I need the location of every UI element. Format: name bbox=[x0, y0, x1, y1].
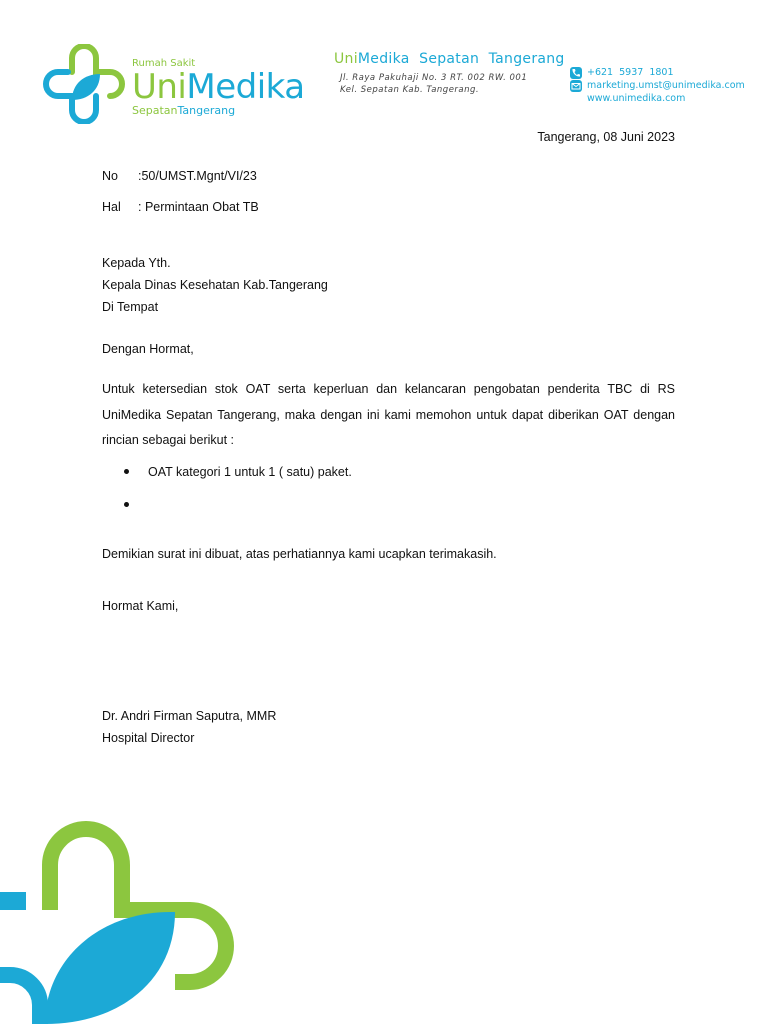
regards: Hormat Kami, bbox=[102, 599, 179, 613]
hal-value: : Permintaan Obat TB bbox=[138, 200, 259, 214]
email-link[interactable]: marketing.umst@unimedika.com bbox=[587, 80, 745, 91]
phone-row bbox=[570, 66, 745, 79]
recipient-line-3: Di Tempat bbox=[102, 300, 159, 314]
recipient-line-2: Kepala Dinas Kesehatan Kab.Tangerang bbox=[102, 278, 328, 292]
hospital-address bbox=[340, 72, 527, 96]
subject bbox=[102, 197, 259, 217]
logo-wordmark bbox=[132, 58, 305, 117]
hospital-name bbox=[334, 51, 565, 67]
mail-icon bbox=[570, 80, 582, 92]
email-row bbox=[570, 79, 745, 92]
list-item: OAT kategori 1 untuk 1 ( satu) paket. bbox=[118, 462, 352, 495]
recipient-line-1: Kepada Yth. bbox=[102, 256, 171, 270]
signature-block bbox=[102, 705, 276, 749]
hospital-name-rest: Medika Sepatan Tangerang bbox=[357, 51, 565, 67]
greeting: Dengan Hormat, bbox=[102, 342, 194, 356]
logo-brand-uni: Uni bbox=[132, 67, 187, 107]
logo-small-text: Rumah Sakit bbox=[132, 58, 196, 69]
hal-label: Hal bbox=[102, 200, 121, 214]
no-value: :50/UMST.Mgnt/VI/23 bbox=[138, 169, 257, 183]
closing-sentence: Demikian surat ini dibuat, atas perhatiannya kami ucapkan terimakasih. bbox=[102, 547, 497, 561]
hospital-name-uni: Uni bbox=[334, 51, 358, 67]
contact-block bbox=[570, 66, 745, 105]
logo-sub-sepatan: Sepatan bbox=[132, 104, 178, 117]
signer-name: Dr. Andri Firman Saputra, MMR bbox=[102, 709, 277, 723]
logo-sub-tangerang: Tangerang bbox=[177, 104, 236, 117]
phone-icon bbox=[570, 67, 582, 79]
decorative-logo-graphic bbox=[0, 810, 300, 1024]
logo-brand-medika: Medika bbox=[186, 67, 305, 107]
letterhead bbox=[0, 0, 768, 130]
place-date: Tangerang, 08 Juni 2023 bbox=[537, 130, 675, 144]
website-row bbox=[570, 92, 745, 105]
reference-number bbox=[102, 166, 257, 186]
signer-title: Hospital Director bbox=[102, 731, 195, 745]
phone-number: +621 5937 1801 bbox=[587, 67, 674, 78]
recipient-block bbox=[102, 252, 328, 318]
unimedika-logo-mark bbox=[42, 44, 128, 124]
list-item bbox=[118, 495, 352, 528]
website-link[interactable]: www.unimedika.com bbox=[587, 93, 686, 104]
request-list bbox=[118, 462, 352, 528]
address-line-1: Jl. Raya Pakuhaji No. 3 RT. 002 RW. 001 bbox=[340, 73, 528, 83]
address-line-2: Kel. Sepatan Kab. Tangerang. bbox=[340, 85, 480, 95]
logo-brand bbox=[132, 67, 305, 107]
no-label: No bbox=[102, 169, 118, 183]
body-paragraph: Untuk ketersedian stok OAT serta keperluan dan kelancaran pengobatan penderita TBC di RS UniMedika Sepatan Tangerang, maka dengan ini kami memohon untuk dapat diberikan OAT dengan rincian sebagai berikut : bbox=[102, 382, 675, 447]
